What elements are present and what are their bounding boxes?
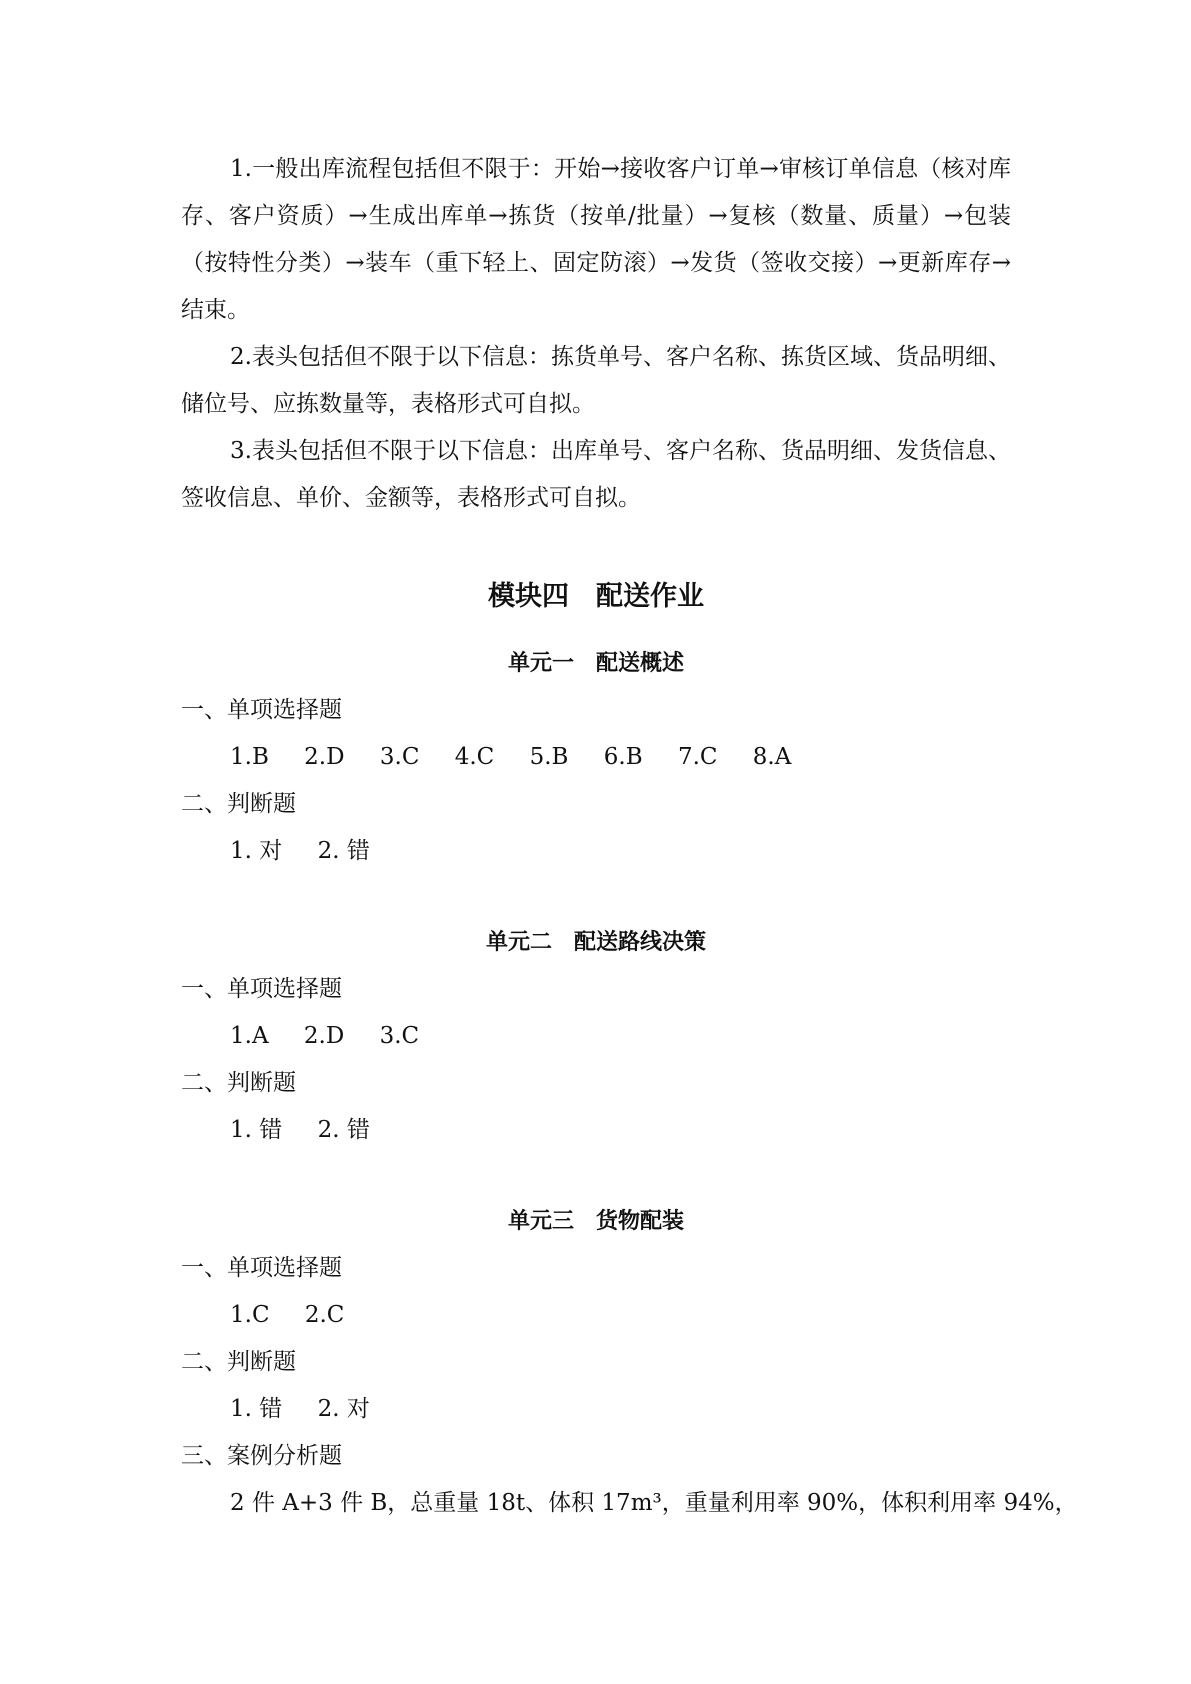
answer: 6.B: [603, 744, 643, 770]
answer: 2.D: [303, 1023, 345, 1049]
module-title: 模块四 配送作业: [488, 581, 704, 612]
unit-title-2: 单元二 配送路线决策: [485, 930, 706, 955]
section-heading: 二、判断题: [181, 791, 296, 817]
answer: 5.B: [529, 744, 569, 770]
answer: 3.C: [379, 1023, 420, 1049]
answer: 1.C: [230, 1302, 270, 1328]
answer-row: [181, 734, 1011, 781]
answer: 2. 错: [317, 1117, 370, 1143]
section-heading: 一、单项选择题: [181, 976, 342, 1002]
answer-row: [181, 1107, 1011, 1154]
section-heading: 三、案例分析题: [181, 1443, 342, 1469]
section-heading: 一、单项选择题: [181, 1255, 342, 1281]
unit-title-3: 单元三 货物配装: [507, 1209, 684, 1234]
unit-title-1: 单元一 配送概述: [507, 651, 684, 676]
answer: 1. 对: [230, 838, 283, 864]
answer: 1. 错: [230, 1396, 283, 1422]
answer-row: [181, 1013, 1011, 1060]
answer: 2. 错: [317, 838, 370, 864]
answer-row: [181, 1292, 1011, 1339]
section-heading: 一、单项选择题: [181, 697, 342, 723]
answer: 1.A: [230, 1023, 269, 1049]
answer-row: [181, 1386, 1011, 1433]
paragraph-outbound-list-header: 3.表头包括但不限于以下信息：出库单号、客户名称、货品明细、发货信息、签收信息、单价、金额等，表格形式可自拟。: [181, 438, 1011, 511]
case-analysis-text: 2 件 A+3 件 B，总重量 18t、体积 17m³，重量利用率 90%，体积利用率 94%，: [230, 1490, 1078, 1516]
paragraph-outbound-process: 1.一般出库流程包括但不限于：开始→接收客户订单→审核订单信息（核对库存、客户资质）→生成出库单→拣货（按单/批量）→复核（数量、质量）→包装（按特性分类）→装车（重下轻上、固定防滚）→发货（签收交接）→更新库存→结束。: [181, 156, 1011, 323]
section-heading: 二、判断题: [181, 1349, 296, 1375]
answer: 4.C: [454, 744, 495, 770]
answer-row: [181, 828, 1011, 875]
answer: 3.C: [379, 744, 420, 770]
answer: 1.B: [230, 744, 269, 770]
answer: 2.D: [304, 744, 345, 770]
answer: 2.C: [304, 1302, 345, 1328]
answer: 7.C: [677, 744, 718, 770]
answer: 1. 错: [230, 1117, 283, 1143]
answer: 2. 对: [317, 1396, 370, 1422]
answer: 8.A: [752, 744, 792, 770]
section-heading: 二、判断题: [181, 1070, 296, 1096]
page-content: [181, 146, 1078, 1527]
paragraph-picking-list-header: 2.表头包括但不限于以下信息：拣货单号、客户名称、拣货区域、货品明细、储位号、应拣数量等，表格形式可自拟。: [181, 344, 1011, 417]
